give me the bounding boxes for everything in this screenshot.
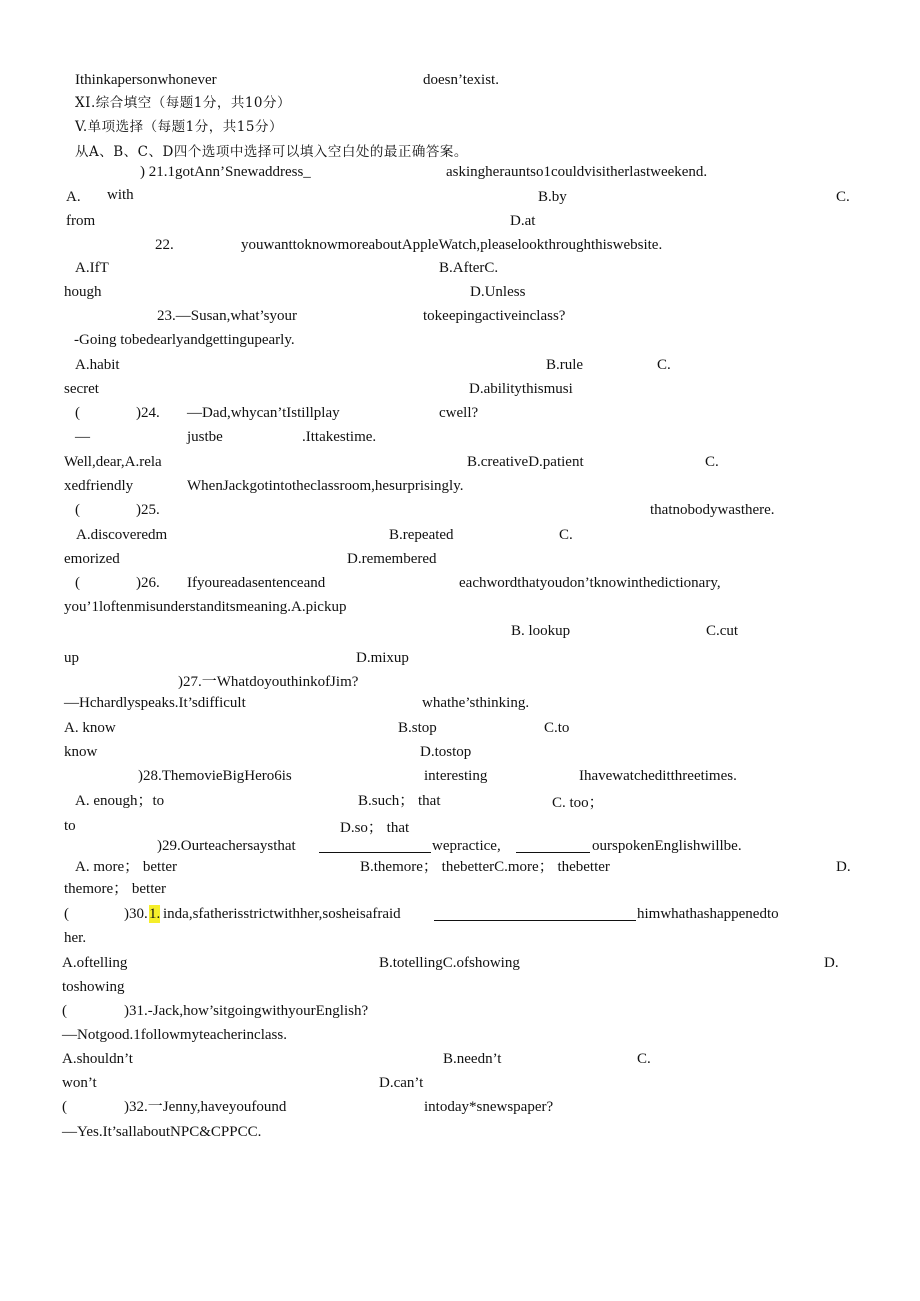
section-xi-heading: XI.综合填空（每题1分，共10分） <box>75 95 292 111</box>
q30-option-a: A.oftelling <box>62 955 128 971</box>
q32-stem-start: )32.一Jenny,haveyoufound <box>124 1099 287 1115</box>
q22-option-d: D.Unless <box>470 284 526 300</box>
q26-option-c-cont: up <box>64 650 79 666</box>
section-v-heading: V.单项选择（每题1分，共15分） <box>75 119 283 135</box>
q24-reply-end: .Ittakestime. <box>302 429 377 445</box>
intro-line-end: doesn’texist. <box>423 72 499 88</box>
q24-stem-start: —Dad,whycan’tIstillplay <box>187 405 340 421</box>
q21-stem-end: askingherauntso1couldvisitherlastweekend. <box>446 164 708 180</box>
q29-blank-1 <box>319 838 431 853</box>
q31-stem: )31.-Jack,how’sitgoingwithyourEnglish? <box>124 1003 369 1019</box>
q25-pre-text: WhenJackgotintotheclassroom,hesurprisingly. <box>187 478 464 494</box>
q24-paren: ( <box>75 405 80 421</box>
q25-option-d: D.remembered <box>347 551 437 567</box>
q30-stem-mid: himwhathashappenedto <box>637 906 779 922</box>
section-instruction: 从A、B、C、D四个选项中选择可以填入空白处的最正确答案。 <box>75 144 468 160</box>
q31-option-a: A.shouldn’t <box>62 1051 133 1067</box>
q29-blank-2 <box>516 838 590 853</box>
q24-dash: — <box>75 429 90 445</box>
q21-option-a: with <box>107 187 134 203</box>
q29-stem-end: ourspokenEnglishwillbe. <box>592 838 742 854</box>
q22-option-c: hough <box>64 284 102 300</box>
q23-option-b: B.rule <box>546 357 584 373</box>
q32-stem-end: intoday*snewspaper? <box>424 1099 554 1115</box>
q22-option-a: A.IfT <box>75 260 109 276</box>
q24-option-a-cont: xedfriendly <box>64 478 134 494</box>
q26-stem-mid: eachwordthatyoudon’tknowinthedictionary, <box>459 575 721 591</box>
q30-option-d: toshowing <box>62 979 125 995</box>
q28-option-c-cont: to <box>64 818 76 834</box>
q27-option-d: D.tostop <box>420 744 472 760</box>
q23-reply: -Going tobedearlyandgettingupearly. <box>74 332 295 348</box>
q28-option-d: D.so； that <box>340 820 410 836</box>
q30-highlight: 1. <box>149 906 161 922</box>
q23-stem-start: 23.—Susan,what’syour <box>157 308 297 324</box>
q31-paren: ( <box>62 1003 67 1019</box>
q25-option-c: emorized <box>64 551 120 567</box>
q26-option-b: B. lookup <box>511 623 571 639</box>
q29-option-d: themore； better <box>64 881 167 897</box>
q30-option-b-c: B.totellingC.ofshowing <box>379 955 520 971</box>
q26-stem-end: you’1loftenmisunderstanditsmeaning.A.pickup <box>64 599 347 615</box>
q25-option-b: B.repeated <box>389 527 454 543</box>
q27-option-b: B.stop <box>398 720 437 736</box>
q31-option-d: D.can’t <box>379 1075 424 1091</box>
q24-option-c-label: C. <box>705 454 719 470</box>
q28-stem-end: Ihavewatcheditthreetimes. <box>579 768 737 784</box>
q31-reply: —Notgood.1followmyteacherinclass. <box>62 1027 287 1043</box>
q30-stem-start: inda,sfatherisstrictwithher,sosheisafraid <box>163 906 401 922</box>
q23-option-c-label: C. <box>657 357 671 373</box>
q29-stem-start: )29.Ourteachersaysthat <box>157 838 296 854</box>
q27-option-a: A. know <box>64 720 116 736</box>
q26-stem-start: Ifyoureadasentenceand <box>187 575 326 591</box>
q23-option-c: secret <box>64 381 99 397</box>
q28-stem-start: )28.ThemovieBigHero6is <box>138 768 292 784</box>
q29-option-d-label: D. <box>836 859 851 875</box>
intro-line-start: Ithinkapersonwhonever <box>75 72 217 88</box>
q22-option-b: B.AfterC. <box>439 260 499 276</box>
q25-paren: ( <box>75 502 80 518</box>
q25-number: )25. <box>136 502 160 518</box>
q27-option-c-cont: know <box>64 744 98 760</box>
q23-stem-end: tokeepingactiveinclass? <box>423 308 566 324</box>
q29-option-b-c: B.themore； thebetterC.more； thebetter <box>360 859 610 875</box>
q26-option-c: C.cut <box>706 623 739 639</box>
q31-option-c: won’t <box>62 1075 97 1091</box>
q23-option-a: A.habit <box>75 357 120 373</box>
q27-option-c: C.to <box>544 720 570 736</box>
q21-option-c-label: C. <box>836 189 850 205</box>
q31-option-c-label: C. <box>637 1051 651 1067</box>
q32-reply: —Yes.It’sallaboutNPC&CPPCC. <box>62 1124 262 1140</box>
q26-option-d: D.mixup <box>356 650 409 666</box>
q21-stem-start: ) 21.1gotAnn’Snewaddress_ <box>140 164 311 180</box>
q29-stem-mid: wepractice, <box>432 838 501 854</box>
q21-option-c: from <box>66 213 96 229</box>
q24-stem-end: cwell? <box>439 405 479 421</box>
q28-option-b: B.such； that <box>358 793 441 809</box>
q24-option-a: Well,dear,A.rela <box>64 454 162 470</box>
q21-option-d: D.at <box>510 213 536 229</box>
q22-number: 22. <box>155 237 174 253</box>
q30-paren: ( <box>64 906 69 922</box>
q28-option-a: A. enough；to <box>75 793 165 809</box>
q21-option-b: B.by <box>538 189 567 205</box>
q24-option-b-d: B.creativeD.patient <box>467 454 584 470</box>
q28-option-c: C. too； <box>552 795 604 811</box>
q30-option-d-label: D. <box>824 955 839 971</box>
q31-option-b: B.needn’t <box>443 1051 502 1067</box>
q25-option-a: A.discoveredm <box>76 527 168 543</box>
q21-option-a-label: A. <box>66 189 81 205</box>
q26-number: )26. <box>136 575 160 591</box>
q32-paren: ( <box>62 1099 67 1115</box>
q30-number: )30. <box>124 906 148 922</box>
q24-number: )24. <box>136 405 160 421</box>
q28-stem-mid: interesting <box>424 768 488 784</box>
q27-reply-start: —Hchardlyspeaks.It’sdifficult <box>64 695 246 711</box>
q30-blank <box>434 906 636 921</box>
q22-stem: youwanttoknowmoreaboutAppleWatch,pleaselookthroughthiswebsite. <box>241 237 663 253</box>
q27-reply-end: whathe’sthinking. <box>422 695 530 711</box>
q30-stem-end: her. <box>64 930 87 946</box>
q23-option-d: D.abilitythismusi <box>469 381 573 397</box>
q29-option-a: A. more； better <box>75 859 178 875</box>
q25-option-c-label: C. <box>559 527 573 543</box>
q24-reply: justbe <box>187 429 223 445</box>
q27-stem: )27.一WhatdoyouthinkofJim? <box>178 674 359 690</box>
q26-paren: ( <box>75 575 80 591</box>
q25-stem: thatnobodywasthere. <box>650 502 775 518</box>
